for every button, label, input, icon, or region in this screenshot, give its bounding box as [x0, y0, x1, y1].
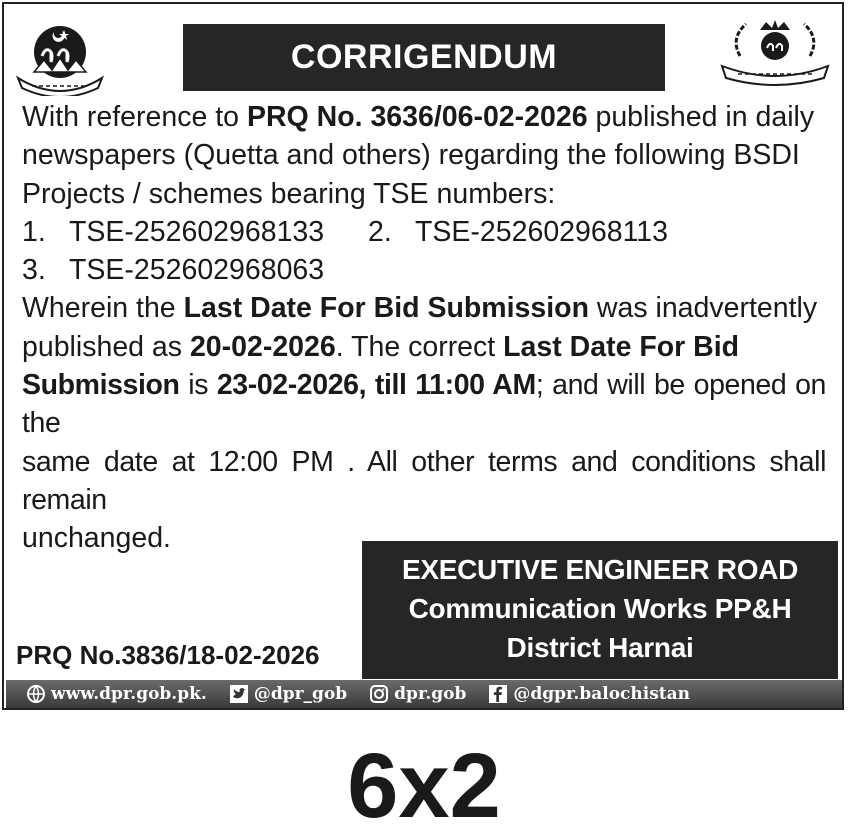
body-line: unchanged.	[22, 522, 171, 555]
tse-item: 3. TSE-252602968063	[22, 254, 325, 287]
body-line: With reference to PRQ No. 3636/06-02-2026 published in daily	[22, 101, 815, 133]
body-line: same date at 12:00 PM . All other terms and conditions shall remain	[22, 445, 826, 516]
body-line: published as 20-02-2026. The correct Last Date For Bid	[22, 330, 740, 363]
signature-block	[362, 541, 838, 679]
social-instagram[interactable]: dpr.gob	[369, 684, 466, 704]
signature-department: Communication Works PP&H	[408, 593, 792, 624]
twitter-icon	[229, 684, 249, 704]
tse-item: 2. TSE-252602968113	[368, 215, 669, 248]
instagram-icon	[369, 684, 389, 704]
body-line: Projects / schemes bearing TSE numbers:	[22, 177, 556, 210]
body-line: newspapers (Quetta and others) regarding the following BSDI	[22, 139, 800, 172]
prq-number: PRQ No.3836/18-02-2026	[16, 640, 320, 670]
facebook-icon	[488, 684, 508, 704]
social-bar	[6, 680, 842, 708]
notice-body	[22, 98, 826, 558]
social-twitter[interactable]: @dpr_gob	[229, 684, 347, 704]
signature-title: EXECUTIVE ENGINEER ROAD	[401, 554, 799, 585]
ad-size-label: 6x2	[347, 735, 501, 837]
social-facebook[interactable]: @dgpr.balochistan	[488, 684, 690, 704]
body-line: Wherein the Last Date For Bid Submission was inadvertently	[22, 292, 818, 325]
page-title: CORRIGENDUM	[183, 24, 665, 91]
tse-row	[22, 213, 826, 251]
globe-icon	[26, 684, 46, 704]
body-line: Submission is 23-02-2026, till 11:00 AM; and will be opened on the	[22, 369, 826, 440]
balochistan-govt-emblem-icon	[14, 16, 106, 96]
tse-row	[22, 251, 826, 289]
tse-item: 1. TSE-252602968133	[22, 215, 325, 248]
dgpr-emblem-icon	[718, 16, 832, 86]
social-website[interactable]: www.dpr.gob.pk.	[26, 684, 207, 704]
signature-district: District Harnai	[506, 632, 694, 663]
